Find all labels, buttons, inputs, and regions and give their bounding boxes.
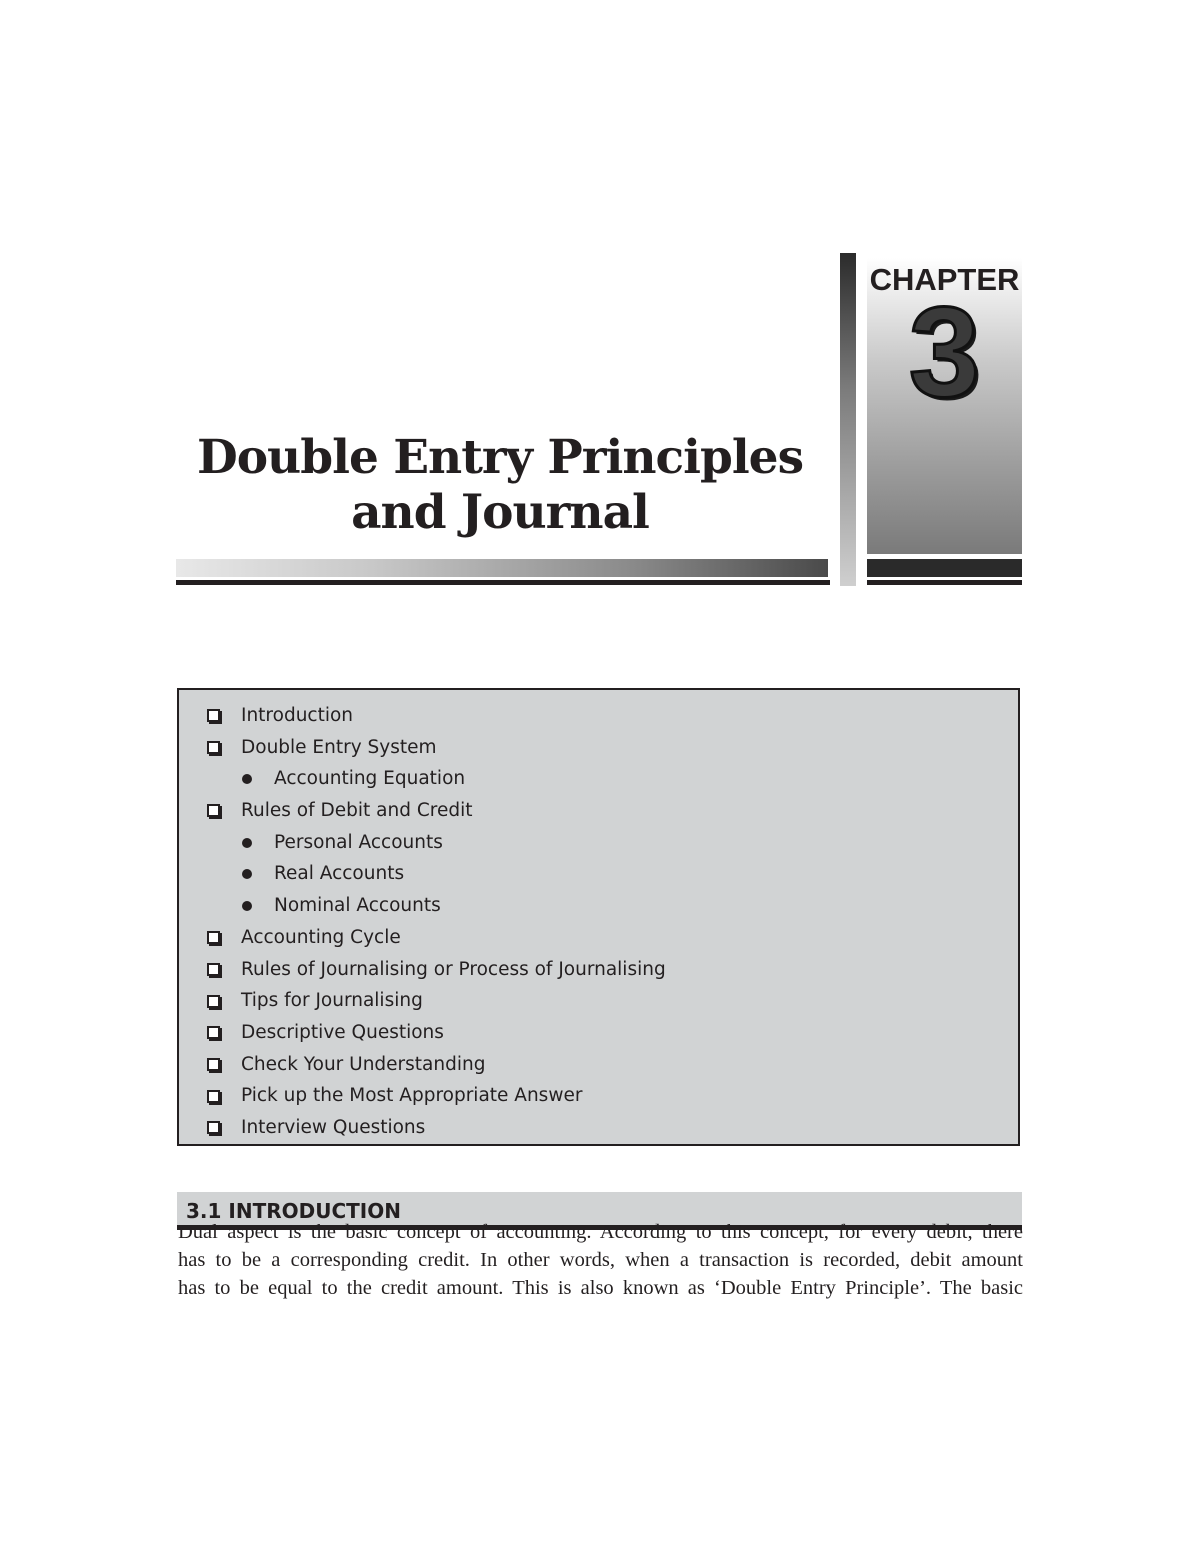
contents-item-label: Pick up the Most Appropriate Answer — [241, 1085, 583, 1107]
contents-list — [207, 700, 666, 1144]
chapter-tab-bar — [867, 559, 1022, 577]
bullet-square-icon — [207, 1121, 220, 1134]
contents-item-label: Nominal Accounts — [274, 895, 441, 917]
section-heading: 3.1 INTRODUCTION — [186, 1199, 401, 1223]
chapter-side-strip — [840, 253, 856, 586]
contents-item-label: Double Entry System — [241, 736, 437, 758]
contents-item-label: Accounting Cycle — [241, 926, 401, 948]
bullet-square-icon — [207, 963, 220, 976]
contents-item — [207, 1112, 666, 1144]
contents-item — [207, 795, 666, 827]
contents-item — [207, 985, 666, 1017]
contents-item-label: Descriptive Questions — [241, 1021, 444, 1043]
contents-item-label: Rules of Debit and Credit — [241, 800, 473, 822]
contents-item-label: Interview Questions — [241, 1116, 426, 1138]
contents-subitem — [207, 827, 666, 859]
contents-item — [207, 1049, 666, 1081]
contents-subitem — [207, 890, 666, 922]
contents-item-label: Personal Accounts — [274, 831, 443, 853]
contents-item-label: Real Accounts — [274, 863, 405, 885]
contents-item — [207, 922, 666, 954]
title-gradient-bar — [176, 559, 828, 577]
chapter-number: 3 — [908, 281, 981, 424]
contents-item-label: Accounting Equation — [274, 768, 466, 790]
body-text-line-1: Dual aspect is the basic concept of accounting. According to this concept, for every debit, there — [178, 1221, 1023, 1243]
contents-item — [207, 1080, 666, 1112]
contents-item — [207, 954, 666, 986]
contents-item-label: Tips for Journalising — [241, 990, 423, 1012]
bullet-square-icon — [207, 1090, 220, 1103]
bullet-dot-icon — [242, 838, 252, 848]
bullet-square-icon — [207, 741, 220, 754]
chapter-title-line-2: and Journal — [351, 485, 649, 540]
bullet-dot-icon — [242, 869, 252, 879]
contents-subitem — [207, 763, 666, 795]
contents-subitem — [207, 858, 666, 890]
chapter-label: CHAPTER — [869, 262, 1020, 297]
title-rule — [176, 580, 830, 585]
bullet-square-icon — [207, 931, 220, 944]
contents-item — [207, 732, 666, 764]
bullet-dot-icon — [242, 901, 252, 911]
contents-item-label: Introduction — [241, 705, 354, 726]
contents-item — [207, 1017, 666, 1049]
chapter-title — [180, 430, 820, 540]
bullet-square-icon — [207, 1058, 220, 1071]
bullet-square-icon — [207, 709, 220, 722]
body-text-line-3: has to be equal to the credit amount. This is also known as ‘Double Entry Principle’. The basic — [178, 1277, 1023, 1299]
contents-item — [207, 700, 666, 732]
body-text-line-2: has to be a corresponding credit. In other words, when a transaction is recorded, debit amount — [178, 1249, 1023, 1271]
bullet-square-icon — [207, 995, 220, 1008]
chapter-title-line-1: Double Entry Principles — [196, 430, 804, 485]
bullet-square-icon — [207, 1026, 220, 1039]
contents-item-label: Rules of Journalising or Process of Journalising — [241, 958, 666, 980]
chapter-tab-rule — [867, 580, 1022, 585]
contents-item-label: Check Your Understanding — [241, 1053, 486, 1075]
bullet-dot-icon — [242, 774, 252, 784]
bullet-square-icon — [207, 804, 220, 817]
